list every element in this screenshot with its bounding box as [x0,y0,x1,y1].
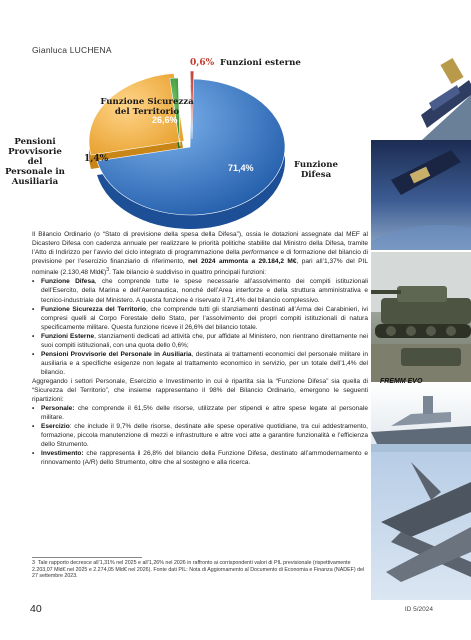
intro-text-b: e di formazione del bilancio di previsione per l’esercizio finanziario di riferimento, [32,249,368,266]
intro-bold: nel 2024 ammonta a 29.184,2 M€ [188,258,297,266]
space-photo [371,140,471,250]
author-name: Gianluca LUCHENA [32,45,112,55]
intro-text-a: Il Bilancio Ordinario (o “Stato di previsione della spesa della Difesa”), ossia le dotazioni assegnate dal MEF al Dicastero Difesa con cadenza annuale per realizzare le priorità politiche stabilite dal Ministro della Difesa, tramite l’Atto di Indirizzo per l’avvio del ciclo integrato di programmazione della [32,231,368,257]
function-text: , che comprende tutti gli stanziamenti destinati all’Arma dei Carabinieri, ivi compresi quelli al Corpo Forestale dello Stato, per l’assolvimento dei propri compiti istituzionali di natura specificamente militare. Questa funzione riceve il 26,6% del bilancio totale. [41,305,368,331]
label-difesa-line2: Difesa [300,170,332,180]
label-pensioni-line2: Provvisorie [8,147,62,157]
label-pensioni-line1: Pensioni [14,137,56,147]
footnote-text: Tale rapporto decresce all’1,31% nel 2025 e all’1,26% nel 2026 in raffronto ai corrispondenti valori di PIL previsionale (rispettivamente 2.203,07 Mld€ nel 2025 e 2.274,05 Mld€ nel 2026). Fonte dati PIL: Nota di Aggiornamento al Documento di Economia e Finanza (NADEF) del 27 settembre 2023. [32,560,365,580]
footnote [32,560,368,580]
satellite-illustration [371,0,471,140]
label-pensioni [4,137,66,187]
intro-text-c: , pari all’1,37% del PIL nominale (2.130,48 Mld€) [32,258,368,277]
functions-list [32,277,368,377]
sectors-list [32,404,368,467]
function-text: , che comprende tutte le spese necessarie all’assolvimento dei compiti istituzionali dell’Esercito, della Marina e dell’Aeronautica, nonché dell’Area interforze e della struttura amministrativa e tecnico-industriale del Ministero. A questa funzione è riservato il 71,4% del bilancio complessivo. [41,278,368,304]
label-difesa-line1: Funzione [293,160,339,170]
sector-title: Personale: [41,405,75,413]
pct-sicurezza: 26,6% [152,115,178,125]
function-title: Pensioni Provvisorie del Personale in Ausiliaria [41,350,192,358]
label-esterne: Funzioni esterne [220,58,301,68]
label-difesa [292,160,340,180]
sector-title: Investimento: [41,450,84,458]
intro-paragraph [32,230,368,277]
label-pensioni-line5: Ausiliaria [11,177,59,187]
footnote-ref: 3 [106,267,110,274]
pct-difesa: 71,4% [228,163,254,173]
frigate-illustration [371,382,471,452]
function-item [32,305,368,332]
label-pensioni-line4: Personale in [5,167,65,177]
function-text: , stanziamenti dedicati ad attività che, pur affidate al Ministero, non rientrano direttamente nei suoi compiti istituzionali, con una quota dello 0,6%; [41,332,369,349]
aircraft-photo [371,452,471,600]
pct-esterne: 0,6% [190,58,215,68]
issue-label: ID 5/2024 [404,606,433,613]
fremm-label: FREMM EVO [380,378,423,385]
intro-performance: performance [241,249,279,257]
label-sicurezza: Funzione Sicurezza del Territorio [100,97,194,117]
function-title: Funzioni Esterne [41,332,95,340]
sector-item [32,449,368,467]
label-pensioni-line3: del [27,157,43,167]
function-item [32,350,368,377]
intro-text-d: . Tale bilancio è suddiviso in quattro principali funzioni: [109,269,267,277]
function-title: Funzione Difesa [41,278,95,286]
sector-item [32,422,368,449]
sector-text: che rappresenta il 26,8% del bilancio della Funzione Difesa, destinato all’ammodernamento e rinnovamento (A/R) dello Strumento, oltre che al sostegno e alla ricerca. [41,450,368,467]
sector-item [32,404,368,422]
sector-title: Esercizio [41,423,70,431]
space-illustration [371,140,471,250]
footnote-number: 3 [32,560,35,566]
frigate-photo [371,382,471,452]
sector-text: che comprende il 61,5% delle risorse, utilizzate per stipendi e altre spese legate al personale militare. [41,405,368,422]
function-text: , destinata ai trattamenti economici del personale militare in ausiliaria e a specifiche esigenze non legate al trattamento economico in servizio, per un totale dell’1,4% del bilancio. [41,350,368,376]
satellite-photo [371,0,471,140]
function-item [32,277,368,304]
tank-photo [371,252,471,382]
split-paragraph: Aggregando i settori Personale, Esercizio e Investimento in cui è ripartita sia la “Funzione Difesa” sia quella di “Sicurezza del Territorio”, che insieme rappresentano il 98% del Bilancio Ordinario, emergono le seguenti ripartizioni: [32,377,368,404]
pct-pensioni: 1,4% [84,154,109,164]
page-number: 40 [30,603,42,615]
tank-illustration [371,252,471,382]
sector-text: : che include il 9,7% delle risorse, destinate alle spese operative quotidiane, tra cui addestramento, formazione, piccola manutenzione di mezzi e infrastrutture e altre voci atte a garantire funzionalità e l’efficienza dello Strumento. [41,423,368,449]
pie-chart [0,55,340,250]
function-item [32,332,368,350]
footnote-divider [32,557,142,558]
aircraft-illustration [371,452,471,600]
function-title: Funzione Sicurezza del Territorio [41,305,146,313]
article-body [32,230,368,467]
